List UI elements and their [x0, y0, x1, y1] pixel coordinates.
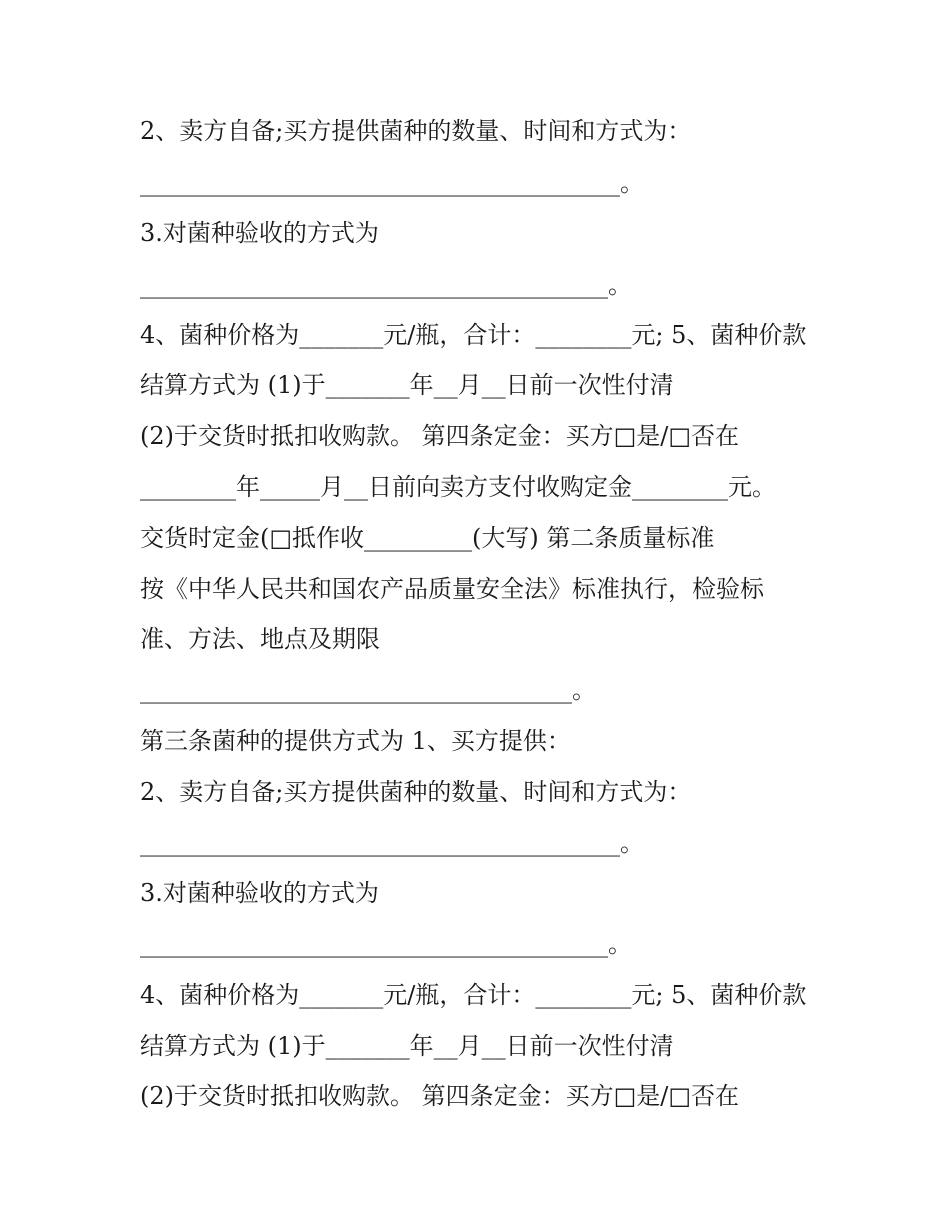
text-line: 4、菌种价格为_______元/瓶，合计：________元; 5、菌种价款 — [140, 981, 807, 1009]
text-line: 3.对菌种验收的方式为 — [140, 219, 379, 247]
text-line: 3.对菌种验收的方式为 — [140, 879, 379, 907]
text-line: ________年_____月__日前向卖方支付收购定金________元。 — [140, 473, 776, 501]
text-line: 按《中华人民共和国农产品质量安全法》标准执行，检验标 — [140, 575, 764, 603]
text-line: (2)于交货时抵扣收购款。 第四条定金：买方□是/□否在 — [140, 422, 740, 450]
text-line: 2、卖方自备;买方提供菌种的数量、时间和方式为： — [140, 778, 692, 806]
blank-fill-line: _______________________________________。 — [140, 271, 632, 299]
blank-fill-line: ____________________________________。 — [140, 676, 596, 704]
text-line: 第三条菌种的提供方式为 1、买方提供： — [140, 727, 571, 755]
blank-fill-line: _______________________________________。 — [140, 930, 632, 958]
blank-fill-line: ________________________________________。 — [140, 169, 644, 197]
text-line: 交货时定金(□抵作收_________(大写) 第二条质量标准 — [140, 524, 715, 552]
text-line: (2)于交货时抵扣收购款。 第四条定金：买方□是/□否在 — [140, 1082, 740, 1110]
text-line: 结算方式为 (1)于_______年__月__日前一次性付清 — [140, 371, 674, 399]
text-line: 2、卖方自备;买方提供菌种的数量、时间和方式为： — [140, 117, 692, 145]
text-line: 结算方式为 (1)于_______年__月__日前一次性付清 — [140, 1032, 674, 1060]
blank-fill-line: ________________________________________。 — [140, 829, 644, 857]
text-line: 4、菌种价格为_______元/瓶，合计：________元; 5、菌种价款 — [140, 321, 807, 349]
text-line: 准、方法、地点及期限 — [140, 625, 380, 653]
